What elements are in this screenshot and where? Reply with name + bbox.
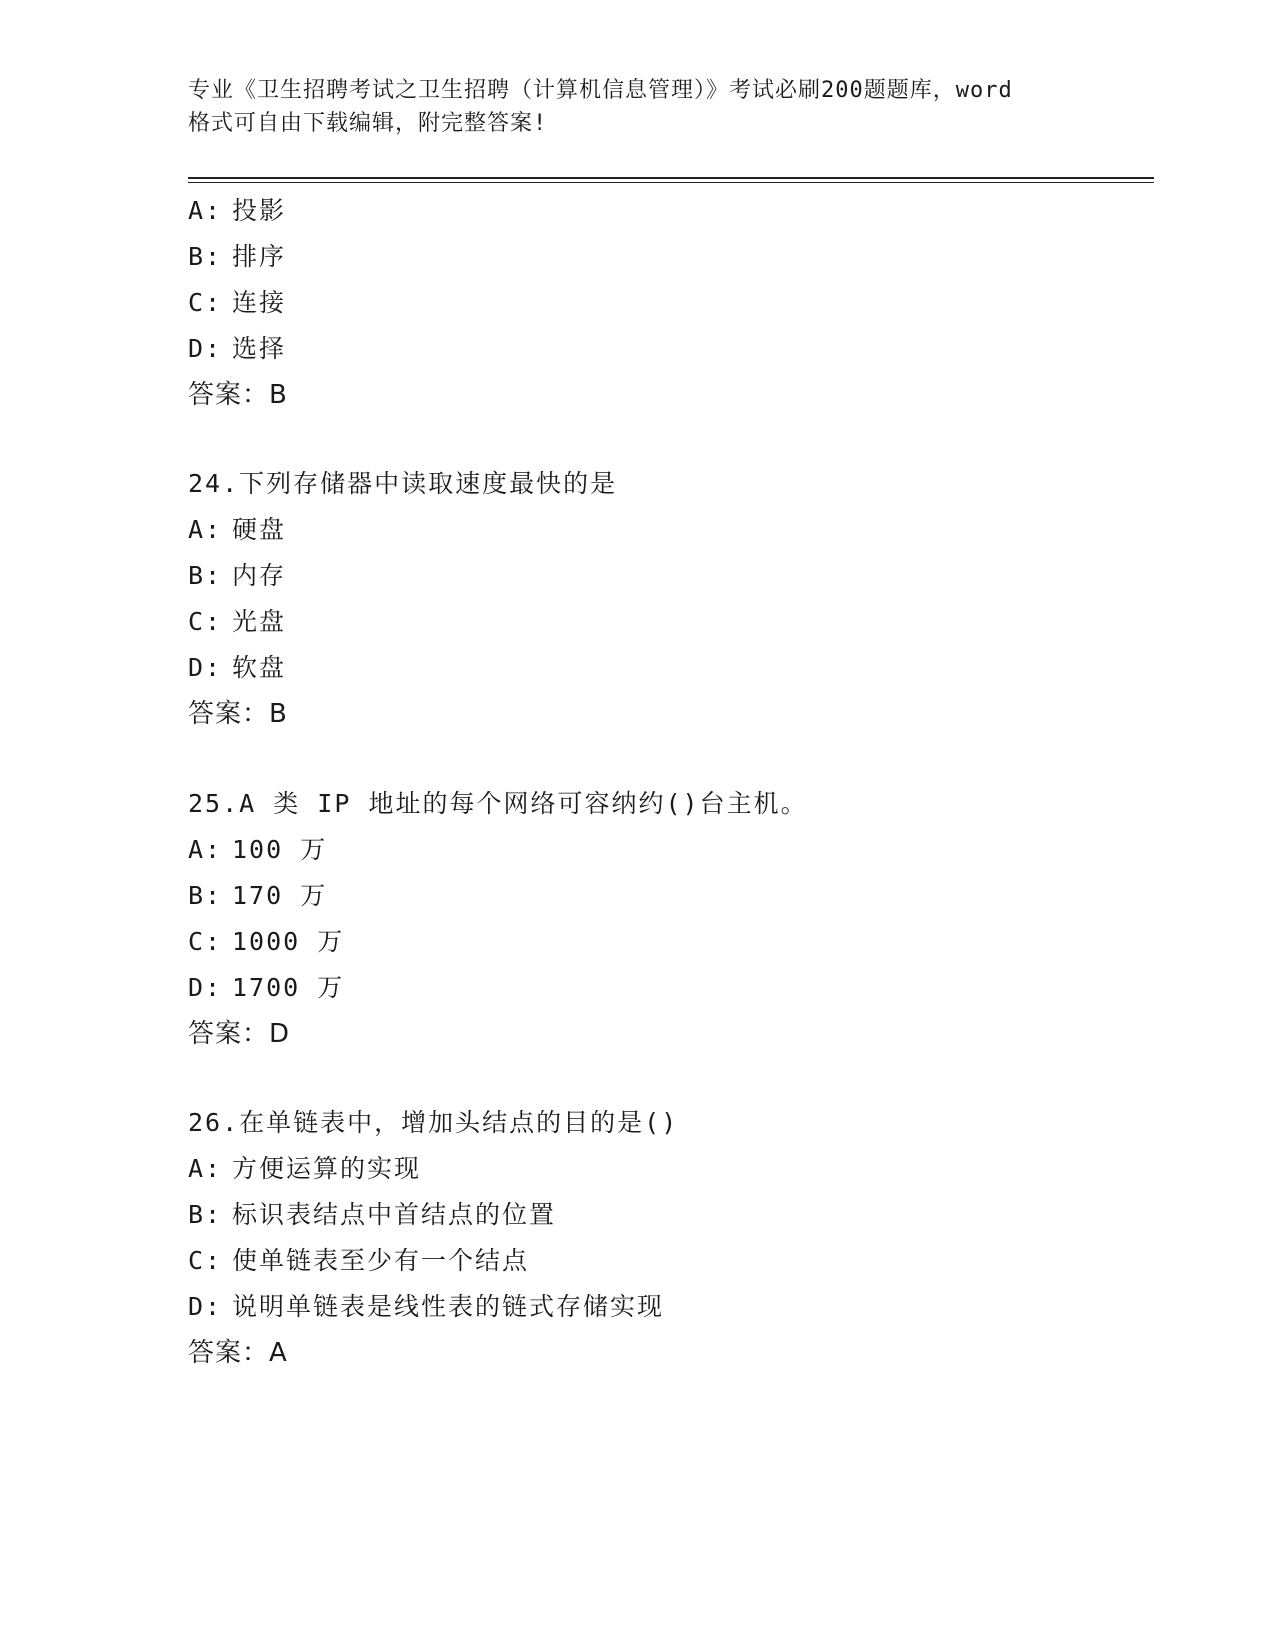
option-text: 标识表结点中首结点的位置 bbox=[232, 1200, 557, 1229]
question-block bbox=[188, 188, 1138, 418]
option-key: B: bbox=[188, 561, 223, 590]
question-stem: 24.下列存储器中读取速度最快的是 bbox=[188, 469, 618, 498]
header-divider-thin bbox=[188, 182, 1154, 183]
option-text: 排序 bbox=[232, 242, 287, 271]
option-c bbox=[188, 280, 1138, 326]
option-key: A: bbox=[188, 515, 223, 544]
option-key: A: bbox=[188, 835, 223, 864]
option-d bbox=[188, 645, 1138, 691]
option-text: 连接 bbox=[232, 288, 287, 317]
option-key: C: bbox=[188, 927, 223, 956]
option-key: D: bbox=[188, 1292, 223, 1321]
option-c bbox=[188, 599, 1138, 645]
option-text: 说明单链表是线性表的链式存储实现 bbox=[232, 1292, 665, 1321]
option-a bbox=[188, 827, 1138, 873]
option-d bbox=[188, 965, 1138, 1011]
option-d bbox=[188, 326, 1138, 372]
question-block bbox=[188, 461, 1138, 737]
option-b bbox=[188, 873, 1138, 919]
answer-line: 答案：D bbox=[188, 1019, 291, 1049]
option-key: A: bbox=[188, 196, 223, 225]
answer-line: 答案：B bbox=[188, 699, 288, 729]
option-key: C: bbox=[188, 607, 223, 636]
option-key: C: bbox=[188, 1246, 223, 1275]
option-text: 100 万 bbox=[232, 835, 328, 864]
question-stem: 25.A 类 IP 地址的每个网络可容纳约()台主机。 bbox=[188, 789, 808, 818]
option-a bbox=[188, 188, 1138, 234]
option-text: 内存 bbox=[232, 561, 287, 590]
option-b bbox=[188, 234, 1138, 280]
option-c bbox=[188, 919, 1138, 965]
option-text: 投影 bbox=[232, 196, 287, 225]
option-text: 170 万 bbox=[232, 881, 328, 910]
answer-line: 答案：B bbox=[188, 380, 288, 410]
header-divider-thick bbox=[188, 177, 1154, 179]
option-c bbox=[188, 1238, 1138, 1284]
answer-line: 答案：A bbox=[188, 1338, 288, 1368]
option-key: C: bbox=[188, 288, 223, 317]
question-stem: 26.在单链表中，增加头结点的目的是() bbox=[188, 1108, 679, 1137]
document-header bbox=[188, 74, 1088, 140]
question-block bbox=[188, 1100, 1138, 1376]
option-a bbox=[188, 1146, 1138, 1192]
header-line-1: 专业《卫生招聘考试之卫生招聘（计算机信息管理）》考试必刷200题题库，word bbox=[188, 78, 1013, 103]
option-key: B: bbox=[188, 881, 223, 910]
question-block bbox=[188, 781, 1138, 1057]
option-d bbox=[188, 1284, 1138, 1330]
option-text: 1000 万 bbox=[232, 927, 345, 956]
option-a bbox=[188, 507, 1138, 553]
option-key: A: bbox=[188, 1154, 223, 1183]
option-b bbox=[188, 553, 1138, 599]
option-key: D: bbox=[188, 973, 223, 1002]
option-key: B: bbox=[188, 1200, 223, 1229]
option-text: 软盘 bbox=[232, 653, 287, 682]
option-text: 使单链表至少有一个结点 bbox=[232, 1246, 530, 1275]
option-text: 1700 万 bbox=[232, 973, 345, 1002]
option-text: 光盘 bbox=[232, 607, 287, 636]
option-key: D: bbox=[188, 334, 223, 363]
option-key: B: bbox=[188, 242, 223, 271]
header-line-2: 格式可自由下载编辑，附完整答案! bbox=[188, 111, 548, 136]
option-key: D: bbox=[188, 653, 223, 682]
option-text: 硬盘 bbox=[232, 515, 287, 544]
option-text: 选择 bbox=[232, 334, 287, 363]
option-text: 方便运算的实现 bbox=[232, 1154, 422, 1183]
option-b bbox=[188, 1192, 1138, 1238]
